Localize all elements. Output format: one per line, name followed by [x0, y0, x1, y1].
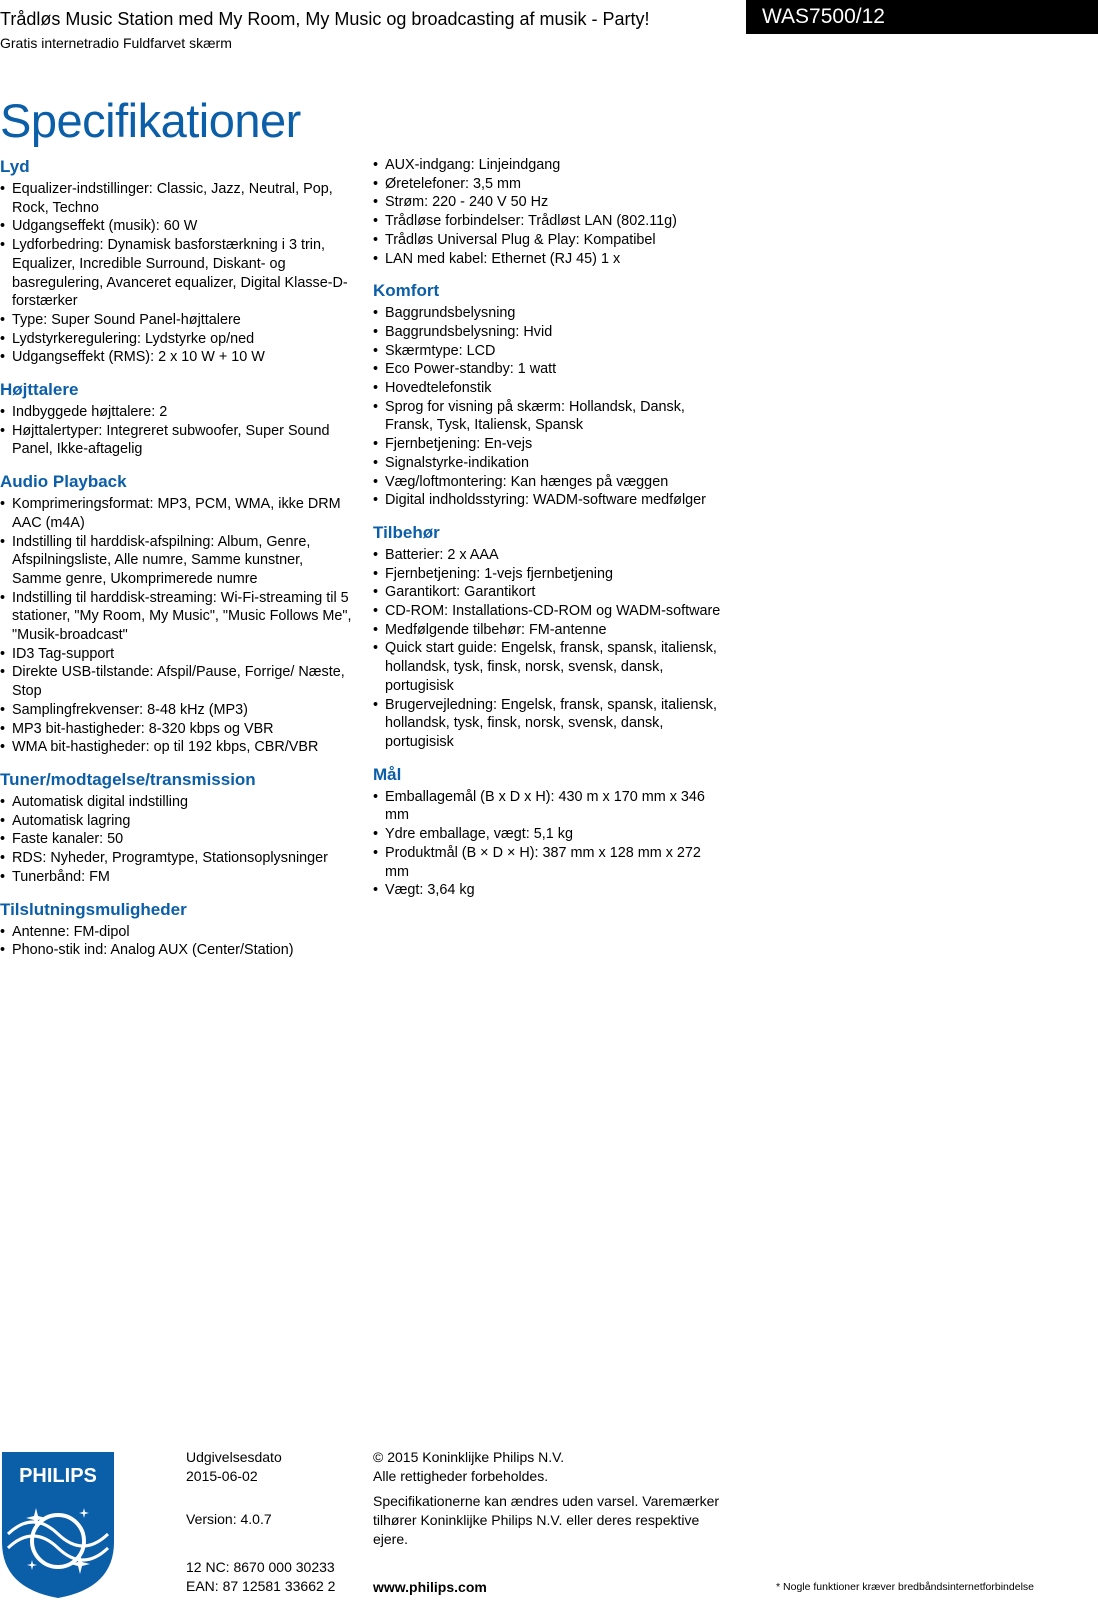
spec-item: • AUX-indgang: Linjeindgang — [373, 156, 725, 175]
release-label: Udgivelsesdato — [186, 1449, 282, 1465]
spec-item: • ID3 Tag-support — [0, 645, 352, 664]
spec-item: • Strøm: 220 - 240 V 50 Hz — [373, 193, 725, 212]
spec-item: • Produktmål (B × D × H): 387 mm x 128 mm x 272 mm — [373, 844, 725, 881]
spec-item: • Baggrundsbelysning: Hvid — [373, 323, 725, 342]
spec-item: • Vægt: 3,64 kg — [373, 881, 725, 900]
spec-item: • Antenne: FM-dipol — [0, 923, 352, 942]
nc-number: 12 NC: 8670 000 30233 — [186, 1559, 335, 1575]
section-title: Komfort — [373, 281, 440, 301]
spec-item: • Equalizer-indstillinger: Classic, Jazz, Neutral, Pop, Rock, Techno — [0, 180, 352, 217]
spec-item: • Fjernbetjening: En-vejs — [373, 435, 725, 454]
spec-item: • Fjernbetjening: 1-vejs fjernbetjening — [373, 565, 725, 584]
section-title: Højttalere — [0, 380, 79, 400]
spec-item: • Sprog for visning på skærm: Hollandsk, Dansk, Fransk, Tysk, Italiensk, Spansk — [373, 398, 725, 435]
version-text: Version: 4.0.7 — [186, 1511, 272, 1527]
spec-item: • WMA bit-hastigheder: op til 192 kbps, CBR/VBR — [0, 738, 352, 757]
section-title: Tuner/modtagelse/transmission — [0, 769, 256, 789]
spec-section-komfort — [373, 280, 725, 510]
svg-text:PHILIPS: PHILIPS — [19, 1465, 97, 1487]
spec-column-right — [373, 156, 725, 900]
spec-item: • Eco Power-standby: 1 watt — [373, 360, 725, 379]
spec-item: • Udgangseffekt (RMS): 2 x 10 W + 10 W — [0, 348, 352, 367]
spec-list — [0, 923, 352, 960]
spec-item: • Batterier: 2 x AAA — [373, 546, 725, 565]
spec-item: • Digital indholdsstyring: WADM-software medfølger — [373, 491, 725, 510]
spec-item: • Type: Super Sound Panel-højttalere — [0, 311, 352, 330]
spec-item: • Trådløse forbindelser: Trådløst LAN (802.11g) — [373, 212, 725, 231]
connectivity-continued-list — [373, 156, 725, 268]
spec-item: • Komprimeringsformat: MP3, PCM, WMA, ikke DRM AAC (m4A) — [0, 495, 352, 532]
section-title: Tilbehør — [373, 522, 440, 542]
spec-item: • Signalstyrke-indikation — [373, 454, 725, 473]
product-title: Trådløs Music Station med My Room, My Music og broadcasting af musik - Party! — [0, 9, 650, 29]
footnote-text: * Nogle funktioner kræver bredbåndsinternetforbindelse — [776, 1581, 1034, 1593]
page-heading: Specifikationer — [0, 94, 301, 148]
spec-item: • LAN med kabel: Ethernet (RJ 45) 1 x — [373, 250, 725, 269]
rights-text: Alle rettigheder forbeholdes. — [373, 1468, 549, 1484]
spec-item: • Udgangseffekt (musik): 60 W — [0, 217, 352, 236]
spec-section-tilslutningsmuligheder — [0, 899, 352, 960]
spec-column-right-sections — [373, 280, 725, 900]
spec-list — [0, 793, 352, 887]
spec-item: • Quick start guide: Engelsk, fransk, spansk, italiensk, hollandsk, tysk, finsk, norsk, svensk, dansk, portugisisk — [373, 639, 725, 695]
spec-item: • Automatisk lagring — [0, 812, 352, 831]
spec-section-lyd — [0, 156, 352, 367]
disclaimer-text: Specifikationerne kan ændres uden varsel. Varemærker tilhører Koninklijke Philips N.V. eller deres respektive ejere. — [373, 1493, 720, 1547]
spec-section-tilbehor — [373, 522, 725, 752]
spec-item: • MP3 bit-hastigheder: 8-320 kbps og VBR — [0, 720, 352, 739]
spec-item: • Trådløs Universal Plug & Play: Kompatibel — [373, 231, 725, 250]
spec-item: • CD-ROM: Installations-CD-ROM og WADM-software — [373, 602, 725, 621]
spec-column-left — [0, 156, 352, 960]
spec-item: • Brugervejledning: Engelsk, fransk, spansk, italiensk, hollandsk, tysk, finsk, norsk, svensk, dansk, portugisisk — [373, 696, 725, 752]
spec-item: • Garantikort: Garantikort — [373, 583, 725, 602]
spec-list — [0, 495, 352, 757]
spec-item: • Tunerbånd: FM — [0, 868, 352, 887]
section-title: Mål — [373, 764, 402, 784]
spec-item: • Faste kanaler: 50 — [0, 830, 352, 849]
spec-item: • Øretelefoner: 3,5 mm — [373, 175, 725, 194]
spec-section-hojttalere — [0, 379, 352, 459]
spec-item: • Emballagemål (B x D x H): 430 m x 170 mm x 346 mm — [373, 788, 725, 825]
section-title: Tilslutningsmuligheder — [0, 899, 187, 919]
spec-item: • RDS: Nyheder, Programtype, Stationsoplysninger — [0, 849, 352, 868]
spec-item: • Direkte USB-tilstande: Afspil/Pause, Forrige/ Næste, Stop — [0, 663, 352, 700]
spec-item: • Højttalertyper: Integreret subwoofer, Super Sound Panel, Ikke-aftagelig — [0, 422, 352, 459]
spec-list — [373, 788, 725, 900]
product-subtitle: Gratis internetradio Fuldfarvet skærm — [0, 35, 232, 51]
spec-item: • Baggrundsbelysning — [373, 304, 725, 323]
release-date: 2015-06-02 — [186, 1468, 258, 1484]
model-number-badge: WAS7500/12 — [746, 0, 1098, 34]
spec-item: • Automatisk digital indstilling — [0, 793, 352, 812]
spec-list — [0, 180, 352, 367]
website-link[interactable]: www.philips.com — [373, 1579, 487, 1595]
spec-item: • Lydstyrkeregulering: Lydstyrke op/ned — [0, 330, 352, 349]
spec-list — [0, 403, 352, 459]
copyright-text: © 2015 Koninklijke Philips N.V. — [373, 1449, 565, 1465]
spec-item: • Phono-stik ind: Analog AUX (Center/Station) — [0, 941, 352, 960]
spec-list — [373, 546, 725, 752]
footer — [0, 1440, 1098, 1601]
spec-item: • Ydre emballage, vægt: 5,1 kg — [373, 825, 725, 844]
spec-item: • Samplingfrekvenser: 8-48 kHz (MP3) — [0, 701, 352, 720]
spec-item: • Indbyggede højttalere: 2 — [0, 403, 352, 422]
spec-item: • Medfølgende tilbehør: FM-antenne — [373, 621, 725, 640]
philips-shield-logo — [0, 1450, 116, 1600]
spec-section-audio-playback — [0, 471, 352, 757]
spec-item: • Hovedtelefonstik — [373, 379, 725, 398]
spec-section-tuner-modtagelse-transmission — [0, 769, 352, 887]
spec-item: • Væg/loftmontering: Kan hænges på væggen — [373, 473, 725, 492]
section-title: Lyd — [0, 157, 30, 176]
spec-item: • Indstilling til harddisk-afspilning: Album, Genre, Afspilningsliste, Alle numre, Samme kunstner, Samme genre, Ukomprimerede numre — [0, 533, 352, 589]
ean-number: EAN: 87 12581 33662 2 — [186, 1578, 336, 1594]
spec-list — [373, 304, 725, 510]
spec-item: • Lydforbedring: Dynamisk basforstærkning i 3 trin, Equalizer, Incredible Surround, Diskant- og basregulering, Avanceret equalizer, Digital Klasse-D-forstærker — [0, 236, 352, 311]
spec-item: • Skærmtype: LCD — [373, 342, 725, 361]
spec-section-mal — [373, 764, 725, 900]
section-title: Audio Playback — [0, 472, 127, 492]
spec-item: • Indstilling til harddisk-streaming: Wi-Fi-streaming til 5 stationer, "My Room, My Music", "Music Follows Me", "Musik-broadcast" — [0, 589, 352, 645]
